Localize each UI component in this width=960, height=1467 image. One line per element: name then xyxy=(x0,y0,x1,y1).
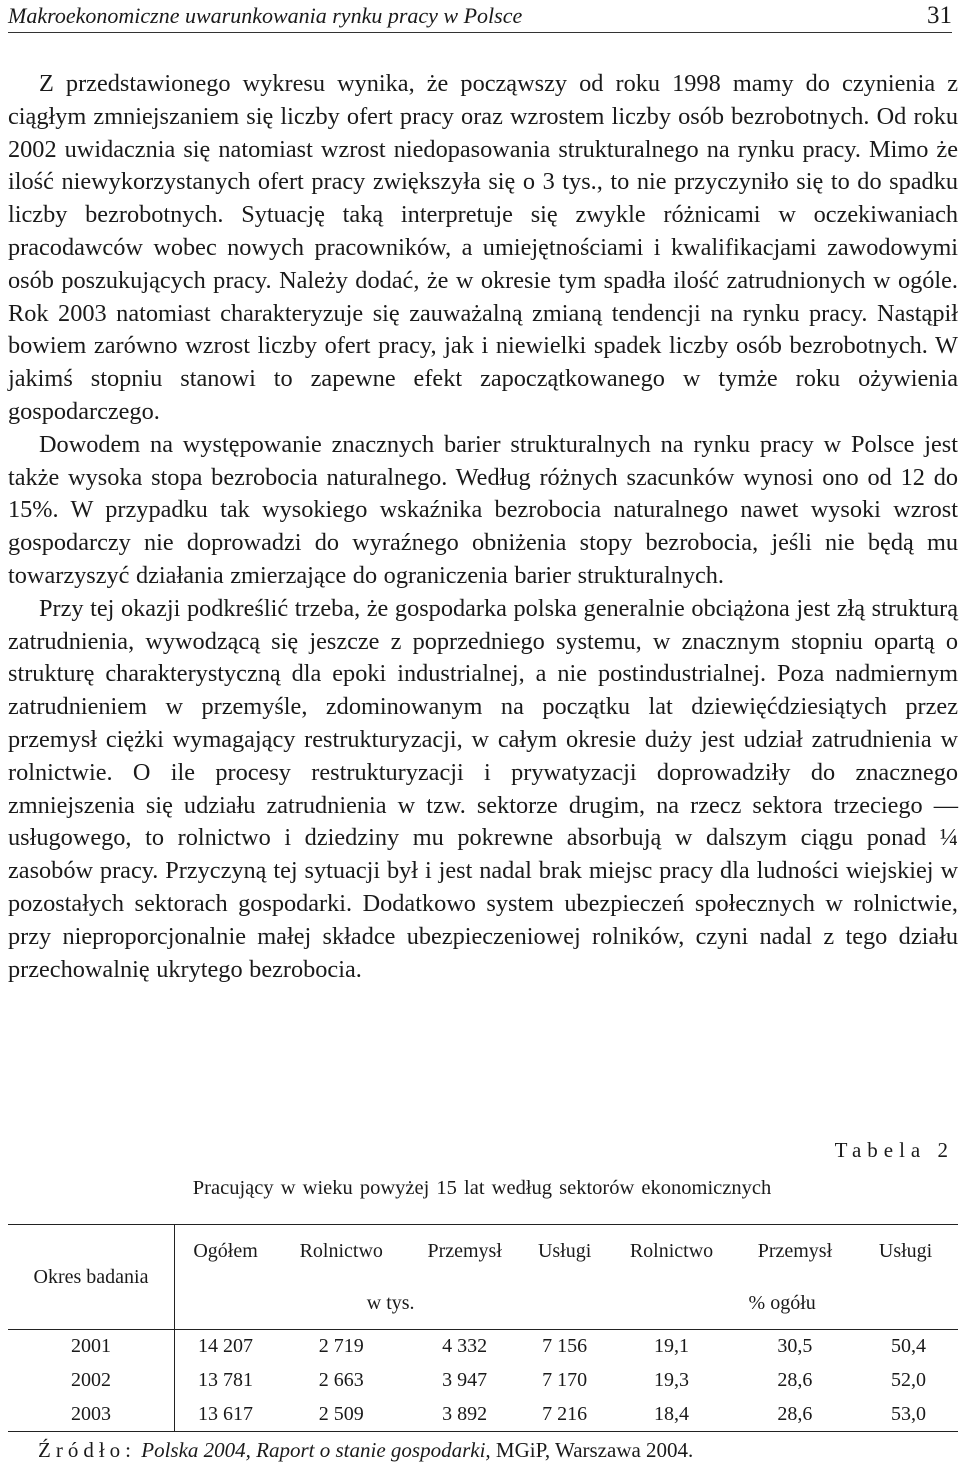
column-header: Przemysł xyxy=(406,1225,522,1279)
table-cell: 7 170 xyxy=(542,1369,588,1391)
column-header: Ogółem xyxy=(175,1225,277,1279)
paragraph: Z przedstawionego wykresu wynika, że począwszy od roku 1998 mamy do czynienia z ciągłym zmniejszaniem się liczby ofert pracy oraz wzrostem liczby osób bezrobotnych. Od roku 2002 uwidacznia się natomiast wzrost niedopasowania strukturalnego na rynku pracy. Mimo że ilość niewykorzystanych ofert pracy zwiększyła się o 3 tys., to nie przyczyniło się to do spadku liczby bezrobotnych. Sytuację taką interpretuje się zwykle różnicami w oczekiwaniach pracodawców wobec nowych pracowników, a umiejętnościami i kwalifikacjami zawodowymi osób poszukujących pracy. Należy dodać, że w okresie tym spadła ilość zatrudnionych w ogóle. Rok 2003 natomiast charakteryzuje się zauważalną zmianą tendencji na rynku pracy. Nastąpił bowiem zarówno wzrost liczby ofert pracy, jak i niewielki spadek liczby osób bezrobotnych. W jakimś stopniu stanowi to zapewne efekt zapoczątkowanego w tymże roku ożywienia gospodarczego. xyxy=(8,70,958,425)
table-row xyxy=(8,1398,958,1432)
table-cell: 14 207 xyxy=(175,1330,277,1364)
year-cell: 2002 xyxy=(8,1364,175,1398)
unit-percent: % ogółu xyxy=(748,1292,816,1315)
column-header: Przemysł xyxy=(737,1225,853,1279)
column-header: Usługi xyxy=(853,1225,958,1279)
table-cell: 7 156 xyxy=(523,1330,606,1364)
column-header: Rolnictwo xyxy=(606,1225,736,1279)
table-cell: 53,0 xyxy=(853,1398,958,1432)
table-label: Tabela 2 xyxy=(834,1138,954,1162)
table-cell: 2 719 xyxy=(276,1330,406,1364)
table-cell: 28,6 xyxy=(777,1369,813,1391)
paragraph: Przy tej okazji podkreślić trzeba, że gospodarka polska generalnie obciążona jest złą strukturą zatrudnienia, wywodzącą się jeszcze z poprzedniego systemu, w znacznym stopniu opartą o strukturę charakterystyczną dla epoki industrialnej, a nie postindustrialnej. Poza nadmiernym zatrudnieniem w przemyśle, zdominowanym na początku lat dziewięćdziesiątych przez przemysł ciężki wymagający restrukturyzacji, w całym okresie duży jest udział zatrudnienia w rolnictwie. O ile procesy restrukturyzacji i prywatyzacji doprowadziły do znacznego zmniejszenia się udziału zatrudnienia w tzw. sektorze drugim, na rzecz sektora trzeciego — usługowego, to rolnictwo i dziedziny mu pokrewne absorbują w dalszym ciągu ponad ¼ zasobów pracy. Przyczyną tej sytuacji był i jest nadal brak miejsc pracy dla ludności wiejskiej w pozostałych sektorach gospodarki. Dodatkowo system ubezpieczeń społecznych w rolnictwie, przy nieproporcjonalnie małej składce ubezpieczeniowej rolników, czyni nadal z tego działu przechowalnię ukrytego bezrobocia. xyxy=(8,594,958,983)
column-header: Usługi xyxy=(523,1225,606,1279)
table-caption: Pracujący w wieku powyżej 15 lat według sektorów ekonomicznych xyxy=(192,1177,772,1199)
employment-table xyxy=(8,1224,958,1432)
table-header-row xyxy=(8,1225,958,1279)
table-cell: 3 947 xyxy=(442,1369,488,1391)
running-title: Makroekonomiczne uwarunkowania rynku pracy w Polsce xyxy=(8,3,523,28)
source-title: Polska 2004, Raport o stanie gospodarki, xyxy=(141,1438,491,1462)
table-cell: 52,0 xyxy=(891,1369,926,1391)
table-cell: 19,1 xyxy=(606,1330,736,1364)
running-header xyxy=(8,2,952,33)
table-cell: 13 617 xyxy=(175,1398,277,1432)
unit-absolute: w tys. xyxy=(366,1292,415,1315)
paragraph: Dowodem na występowanie znacznych barier strukturalnych na rynku pracy w Polsce jest także wysoka stopa bezrobocia naturalnego. Według różnych szacunków wynosi ono od 12 do 15%. W przypadku tak wysokiego wskaźnika bezrobocia naturalnego nawet wysoki wzrost gospodarczy nie doprowadzi do wyraźnego obniżenia stopy bezrobocia, jeśli nie będą mu towarzyszyć działania zmierzające do ograniczenia barier strukturalnych. xyxy=(8,430,958,589)
year-cell: 2001 xyxy=(8,1330,175,1364)
table-cell: 4 332 xyxy=(406,1330,522,1364)
source-label: Źródło: xyxy=(38,1438,136,1462)
table-cell: 2 663 xyxy=(318,1369,364,1391)
table-cell: 13 781 xyxy=(198,1369,254,1391)
source-note xyxy=(38,1438,693,1463)
table-cell: 50,4 xyxy=(853,1330,958,1364)
period-header: Okres badania xyxy=(8,1225,175,1330)
table-row xyxy=(8,1330,958,1364)
year-cell: 2003 xyxy=(8,1398,175,1432)
table-cell: 19,3 xyxy=(654,1369,690,1391)
source-publisher: MGiP, Warszawa 2004. xyxy=(495,1438,694,1462)
column-header: Rolnictwo xyxy=(276,1225,406,1279)
table-cell: 18,4 xyxy=(606,1398,736,1432)
table-row xyxy=(8,1364,958,1398)
body-text xyxy=(8,68,958,986)
table-cell: 30,5 xyxy=(737,1330,853,1364)
table-cell: 28,6 xyxy=(737,1398,853,1432)
table-cell: 3 892 xyxy=(406,1398,522,1432)
table-cell: 2 509 xyxy=(276,1398,406,1432)
page-number: 31 xyxy=(927,2,952,29)
table-cell: 7 216 xyxy=(523,1398,606,1432)
